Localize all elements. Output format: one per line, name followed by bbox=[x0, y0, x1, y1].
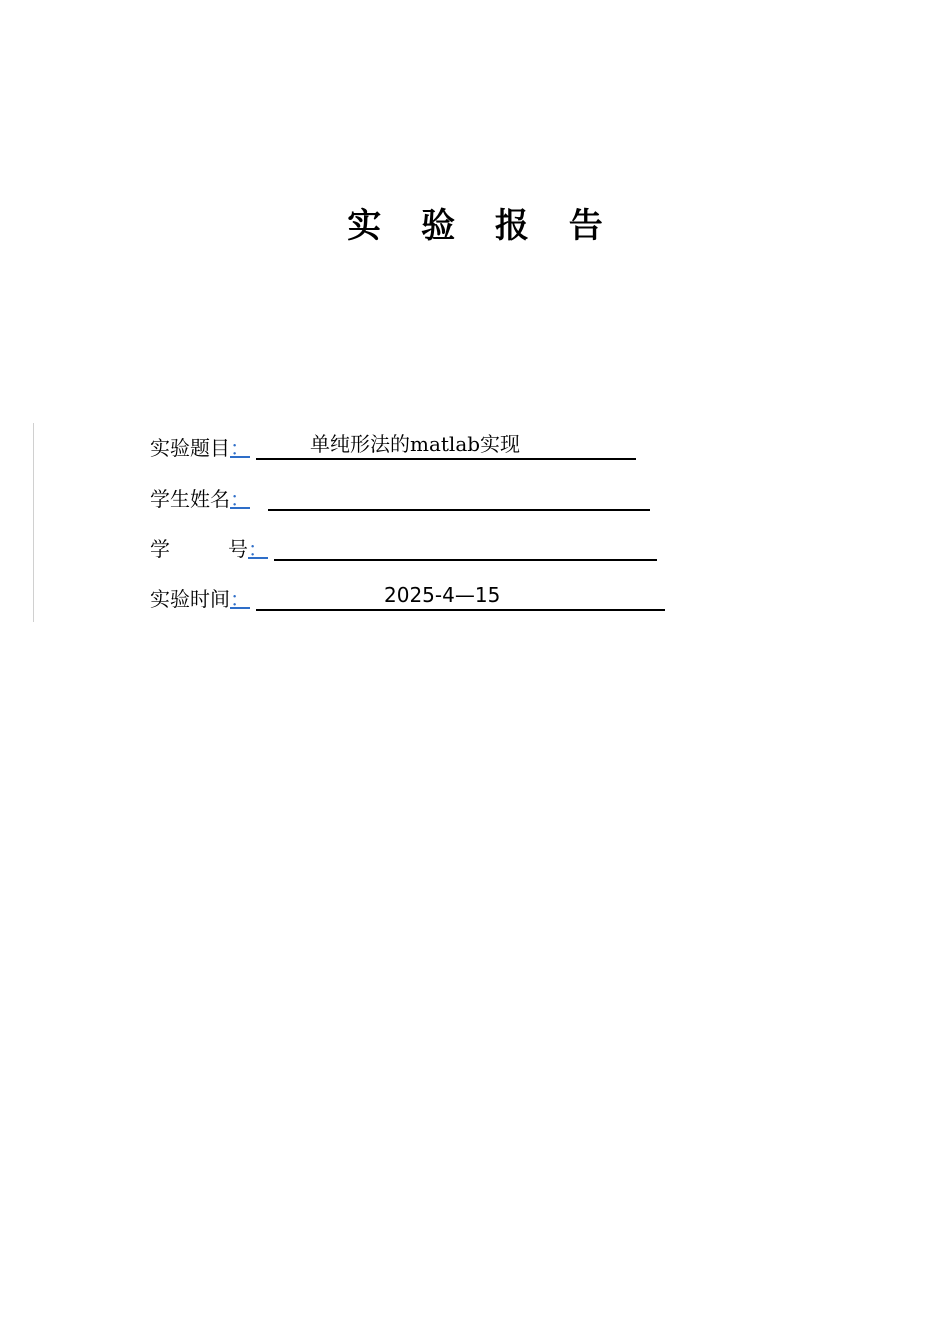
topic-value: 单纯形法的matlab实现 bbox=[310, 432, 521, 456]
field-label-student-name: 学生姓名 bbox=[150, 487, 230, 511]
field-colon-student-name: ： bbox=[230, 487, 250, 511]
student-id-label-char-1: 学 bbox=[150, 537, 170, 561]
field-label-topic: 实验题目 bbox=[150, 436, 230, 460]
field-colon-date: ： bbox=[230, 587, 250, 611]
student-id-underline[interactable] bbox=[274, 537, 657, 561]
field-topic bbox=[150, 430, 636, 460]
field-date bbox=[150, 581, 665, 611]
date-value: 2025-4—15 bbox=[384, 583, 501, 607]
page-title: 实 验 报 告 bbox=[347, 206, 617, 246]
date-underline[interactable] bbox=[256, 583, 665, 611]
field-colon-student-id: ： bbox=[248, 537, 268, 561]
field-student-name bbox=[150, 481, 650, 511]
field-student-id bbox=[150, 531, 657, 561]
field-colon-topic: ： bbox=[230, 436, 250, 460]
student-name-underline[interactable] bbox=[268, 487, 650, 511]
student-id-label-char-2: 号 bbox=[228, 537, 248, 561]
margin-line bbox=[33, 423, 34, 622]
field-label-date: 实验时间 bbox=[150, 587, 230, 611]
topic-underline[interactable] bbox=[256, 432, 636, 460]
field-label-student-id bbox=[150, 537, 248, 561]
